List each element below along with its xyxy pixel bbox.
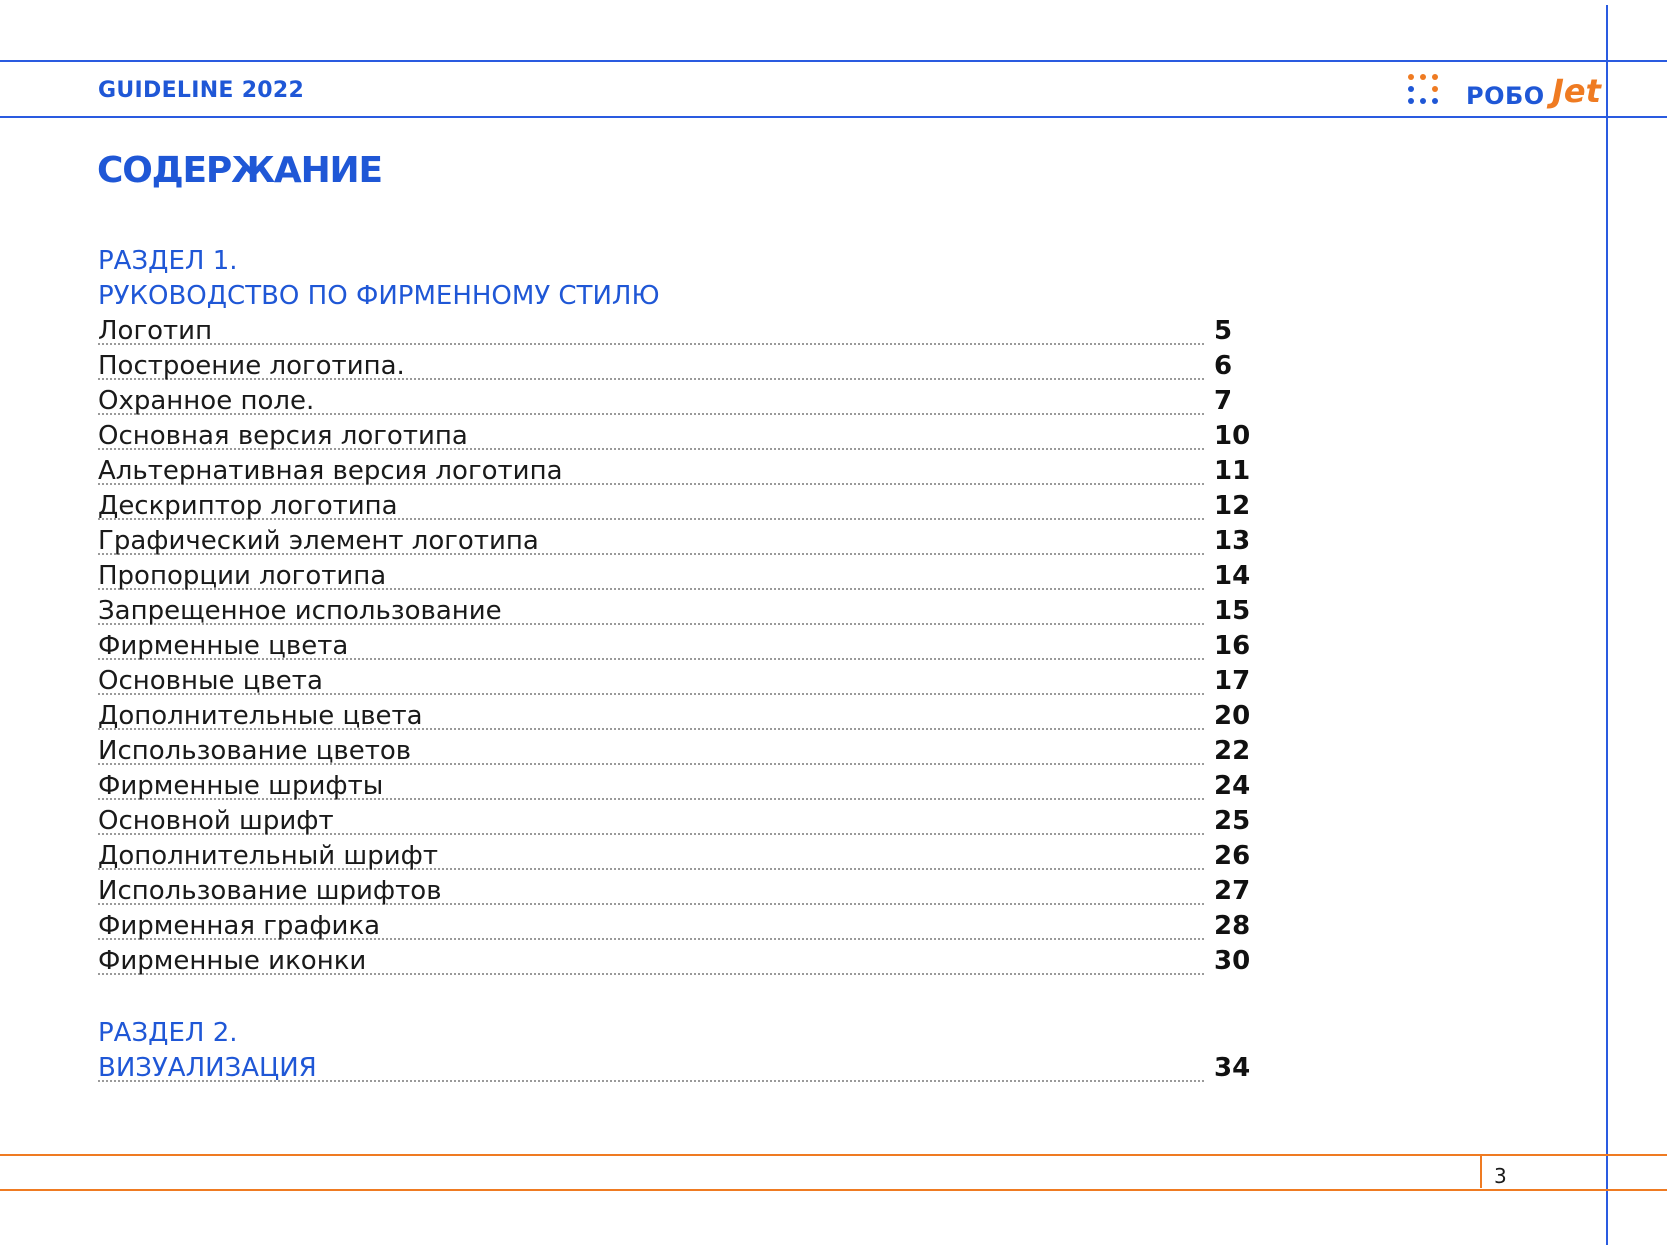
toc-row[interactable] [98,629,1251,664]
toc-entry-page: 10 [1214,421,1251,451]
toc-entry-page: 5 [1214,316,1233,346]
toc-row[interactable] [98,419,1251,454]
toc-entry-label: Альтернативная версия логотипа [98,456,563,486]
toc-row[interactable] [98,489,1251,524]
section1-number: РАЗДЕЛ 1. [98,246,238,276]
toc-entry-label: Основные цвета [98,666,323,696]
toc-row[interactable] [98,769,1251,804]
toc-entry-label: Охранное поле. [98,386,315,416]
toc-row[interactable] [98,839,1251,874]
logo-dots-icon [1400,72,1444,112]
right-margin-rule [1606,5,1608,1245]
toc-entry-page: 22 [1214,736,1251,766]
toc-entry-label: Запрещенное использование [98,596,502,626]
page-title: СОДЕРЖАНИЕ [97,150,382,191]
toc-row[interactable] [98,454,1251,489]
toc-entry-page: 20 [1214,701,1251,731]
toc-row[interactable] [98,664,1251,699]
toc-row[interactable] [98,524,1251,559]
toc-entry-page: 34 [1214,1053,1251,1083]
toc-row-visualization[interactable] [98,1051,1251,1086]
toc-entry-label: Основная версия логотипа [98,421,468,451]
section2-number: РАЗДЕЛ 2. [98,1018,238,1048]
toc-entry-label: Основной шрифт [98,806,334,836]
toc-entry-label: Пропорции логотипа [98,561,387,591]
toc-row[interactable] [98,944,1251,979]
toc-entry-label: Использование шрифтов [98,876,442,906]
toc-entry-page: 12 [1214,491,1251,521]
header-bottom-rule [0,116,1667,118]
toc-entry-page: 24 [1214,771,1251,801]
document-title: GUIDELINE 2022 [98,78,305,103]
page-number: 3 [1494,1164,1507,1188]
toc-entry-page: 30 [1214,946,1251,976]
toc-row[interactable] [98,594,1251,629]
toc-entry-label: Дополнительный шрифт [98,841,438,871]
toc-entry-page: 28 [1214,911,1251,941]
toc-entry-page: 13 [1214,526,1251,556]
toc-row[interactable] [98,909,1251,944]
toc-entry-page: 27 [1214,876,1251,906]
logo-word-jet: Jet [1552,72,1601,110]
toc-entry-page: 7 [1214,386,1233,416]
toc-entry-page: 17 [1214,666,1251,696]
toc-row[interactable] [98,804,1251,839]
toc-entry-label: Фирменные иконки [98,946,367,976]
toc-entry-page: 25 [1214,806,1251,836]
toc-entry-label: ВИЗУАЛИЗАЦИЯ [98,1053,317,1083]
dot-leader [98,343,1204,345]
robojet-logo [1400,66,1620,114]
page-number-divider [1480,1156,1482,1188]
toc-entry-page: 26 [1214,841,1251,871]
toc-row[interactable] [98,699,1251,734]
footer-bottom-rule [0,1189,1667,1191]
toc-row[interactable] [98,314,1248,349]
toc-entry-page: 6 [1214,351,1233,381]
toc-row[interactable] [98,734,1251,769]
toc-row[interactable] [98,384,1248,419]
toc-entry-label: Логотип [98,316,213,346]
logo-word-robo: РОБО [1466,82,1545,110]
toc-entry-label: Использование цветов [98,736,412,766]
toc-entry-label: Графический элемент логотипа [98,526,539,556]
toc-entry-label: Дополнительные цвета [98,701,423,731]
section1-title: РУКОВОДСТВО ПО ФИРМЕННОМУ СТИЛЮ [98,281,660,311]
toc-row[interactable] [98,349,1248,384]
toc-entry-page: 16 [1214,631,1251,661]
toc-entry-label: Построение логотипа. [98,351,405,381]
toc-row[interactable] [98,559,1251,594]
toc-entry-label: Дескриптор логотипа [98,491,398,521]
toc-row[interactable] [98,874,1251,909]
toc-entry-label: Фирменные шрифты [98,771,384,801]
header-top-rule [0,60,1667,62]
footer-top-rule [0,1154,1667,1156]
toc-entry-label: Фирменные цвета [98,631,349,661]
toc-entry-page: 14 [1214,561,1251,591]
toc-entry-page: 15 [1214,596,1251,626]
toc-entry-page: 11 [1214,456,1251,486]
toc-entry-label: Фирменная графика [98,911,381,941]
